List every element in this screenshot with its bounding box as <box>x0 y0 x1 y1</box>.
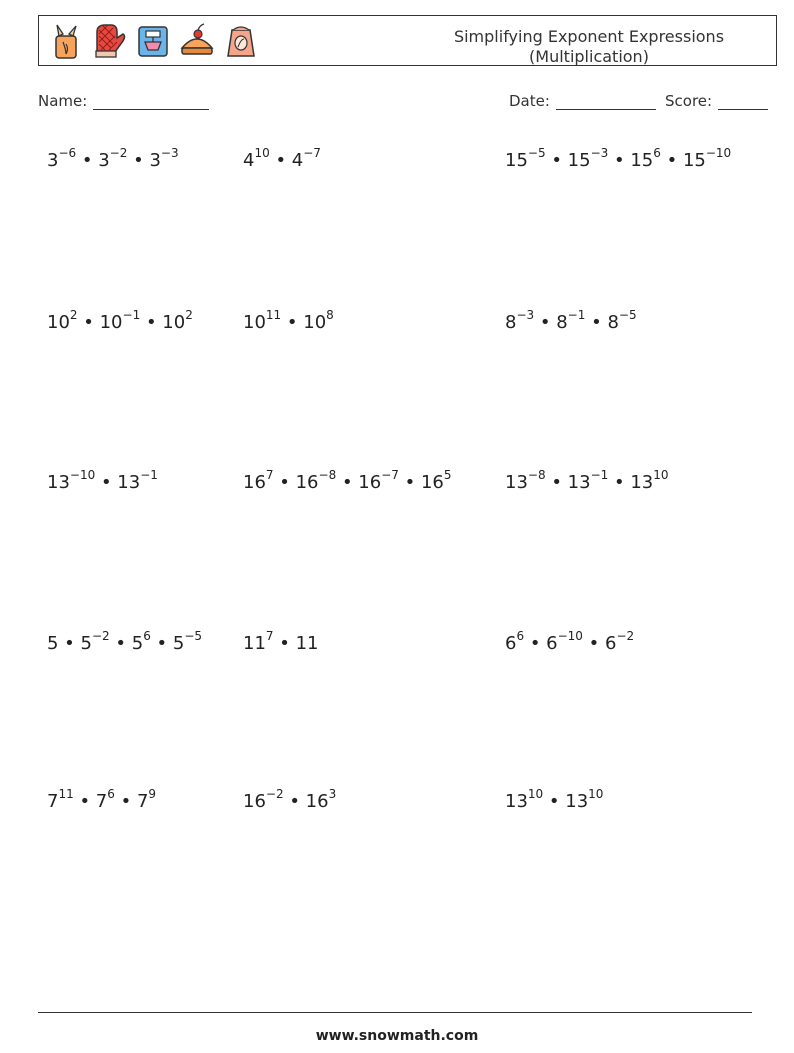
name-field <box>38 92 209 110</box>
stand-mixer-icon <box>135 22 171 60</box>
multiply-operator: • <box>336 472 359 493</box>
term-base: 5 <box>80 633 92 654</box>
multiply-operator: • <box>76 150 99 171</box>
multiply-operator: • <box>543 791 566 812</box>
term-base: 15 <box>682 150 706 171</box>
pie-with-cherry-icon <box>179 22 215 60</box>
term-base: 3 <box>47 150 59 171</box>
term-exponent: −10 <box>69 468 96 482</box>
problem-13 <box>47 789 156 812</box>
term-exponent: −1 <box>590 468 609 482</box>
term-base: 10 <box>99 312 123 333</box>
term-base: 16 <box>420 472 444 493</box>
term-exponent: −8 <box>527 468 546 482</box>
term-exponent: −3 <box>590 146 609 160</box>
term-exponent: 5 <box>443 468 452 482</box>
term-base: 6 <box>546 633 558 654</box>
term-base: 13 <box>117 472 141 493</box>
multiply-operator: • <box>77 312 100 333</box>
term-base: 16 <box>295 472 319 493</box>
term-base: 6 <box>605 633 617 654</box>
multiply-operator: • <box>127 150 150 171</box>
term-base: 13 <box>630 472 654 493</box>
name-label: Name: <box>38 92 88 110</box>
term-exponent: −2 <box>265 787 284 801</box>
multiply-operator: • <box>582 633 605 654</box>
term-base: 10 <box>47 312 70 333</box>
term-base: 15 <box>567 150 591 171</box>
term-base: 10 <box>243 312 266 333</box>
term-exponent: 2 <box>185 308 193 322</box>
date-blank[interactable] <box>556 93 656 110</box>
problem-5 <box>243 310 334 333</box>
term-exponent: −6 <box>58 146 77 160</box>
term-exponent: 3 <box>328 787 337 801</box>
term-base: 4 <box>291 150 304 171</box>
term-exponent: −1 <box>122 308 141 322</box>
term-exponent: −8 <box>318 468 337 482</box>
multiply-operator: • <box>58 633 81 654</box>
term-exponent: 2 <box>69 308 78 322</box>
term-exponent: 7 <box>265 468 274 482</box>
multiply-operator: • <box>608 150 631 171</box>
term-exponent: −5 <box>618 308 637 322</box>
term-exponent: 10 <box>527 787 544 801</box>
term-exponent: −10 <box>705 146 732 160</box>
name-blank[interactable] <box>93 93 209 110</box>
multiply-operator: • <box>150 633 173 654</box>
term-exponent: −2 <box>91 629 110 643</box>
term-exponent: −1 <box>140 468 158 482</box>
problem-11 <box>243 631 319 654</box>
problem-9 <box>505 470 669 493</box>
multiply-operator: • <box>283 791 306 812</box>
multiply-operator: • <box>660 150 683 171</box>
term-base: 13 <box>47 472 70 493</box>
term-exponent: 6 <box>653 146 661 160</box>
term-exponent: 6 <box>107 787 115 801</box>
term-base: 15 <box>630 150 654 171</box>
term-base: 11 <box>295 633 319 654</box>
score-field <box>665 92 768 110</box>
footer-url: www.snowmath.com <box>315 1028 479 1044</box>
term-exponent: −10 <box>557 629 583 643</box>
term-base: 10 <box>303 312 327 333</box>
multiply-operator: • <box>273 633 296 654</box>
term-base: 4 <box>243 150 255 171</box>
flour-sack-icon <box>223 22 259 60</box>
term-base: 11 <box>243 633 266 654</box>
term-exponent: −5 <box>527 146 546 160</box>
multiply-operator: • <box>585 312 608 333</box>
term-exponent: 9 <box>148 787 157 801</box>
term-exponent: 6 <box>516 629 525 643</box>
term-base: 16 <box>358 472 382 493</box>
multiply-operator: • <box>545 472 568 493</box>
worksheet-header <box>38 15 777 66</box>
multiply-operator: • <box>95 472 118 493</box>
term-base: 7 <box>95 791 108 812</box>
multiply-operator: • <box>269 150 292 171</box>
term-exponent: −2 <box>109 146 128 160</box>
score-label: Score: <box>665 92 713 110</box>
problem-3 <box>505 148 731 171</box>
term-exponent: 6 <box>143 629 151 643</box>
term-exponent: 10 <box>588 787 604 801</box>
term-exponent: −3 <box>516 308 535 322</box>
term-exponent: 10 <box>653 468 669 482</box>
term-exponent: 11 <box>265 308 282 322</box>
multiply-operator: • <box>545 150 568 171</box>
term-base: 10 <box>162 312 186 333</box>
term-base: 15 <box>505 150 528 171</box>
multiply-operator: • <box>281 312 304 333</box>
multiply-operator: • <box>273 472 296 493</box>
term-base: 16 <box>243 472 266 493</box>
problem-14 <box>243 789 336 812</box>
term-base: 7 <box>136 791 149 812</box>
multiply-operator: • <box>398 472 421 493</box>
term-base: 3 <box>149 150 161 171</box>
problem-15 <box>505 789 603 812</box>
title-sub: (Multiplication) <box>529 47 649 66</box>
footer-divider <box>38 1012 752 1013</box>
multiply-operator: • <box>140 312 163 333</box>
term-base: 13 <box>505 472 528 493</box>
term-base: 13 <box>505 791 528 812</box>
term-exponent: 10 <box>254 146 270 160</box>
worksheet-title <box>409 27 769 67</box>
title-main: Simplifying Exponent Expressions <box>453 27 725 46</box>
problem-8 <box>243 470 452 493</box>
term-base: 16 <box>305 791 329 812</box>
term-base: 8 <box>505 312 517 333</box>
term-base: 8 <box>556 312 568 333</box>
term-exponent: −2 <box>616 629 635 643</box>
term-base: 16 <box>243 791 266 812</box>
term-base: 6 <box>505 633 517 654</box>
multiply-operator: • <box>534 312 557 333</box>
term-base: 3 <box>98 150 110 171</box>
term-base: 5 <box>47 633 59 654</box>
oven-mitt-icon <box>91 22 127 60</box>
problem-7 <box>47 470 158 493</box>
term-exponent: −7 <box>381 468 399 482</box>
multiply-operator: • <box>109 633 132 654</box>
problem-6 <box>505 310 637 333</box>
term-exponent: −3 <box>160 146 179 160</box>
term-exponent: 11 <box>58 787 74 801</box>
bread-basket-icon <box>49 22 85 60</box>
term-base: 7 <box>47 791 59 812</box>
term-base: 13 <box>565 791 589 812</box>
term-exponent: −7 <box>303 146 321 160</box>
problem-1 <box>47 148 179 171</box>
problem-12 <box>505 631 634 654</box>
date-field <box>509 92 656 110</box>
multiply-operator: • <box>524 633 547 654</box>
term-base: 5 <box>131 633 144 654</box>
term-exponent: 7 <box>265 629 274 643</box>
term-exponent: −1 <box>567 308 586 322</box>
term-base: 8 <box>607 312 619 333</box>
problem-10 <box>47 631 202 654</box>
problem-4 <box>47 310 193 333</box>
term-exponent: 8 <box>326 308 334 322</box>
score-blank[interactable] <box>718 93 768 110</box>
term-base: 5 <box>172 633 185 654</box>
multiply-operator: • <box>608 472 631 493</box>
multiply-operator: • <box>114 791 137 812</box>
multiply-operator: • <box>73 791 96 812</box>
term-exponent: −5 <box>184 629 203 643</box>
date-label: Date: <box>509 92 550 110</box>
term-base: 13 <box>567 472 591 493</box>
problem-2 <box>243 148 321 171</box>
